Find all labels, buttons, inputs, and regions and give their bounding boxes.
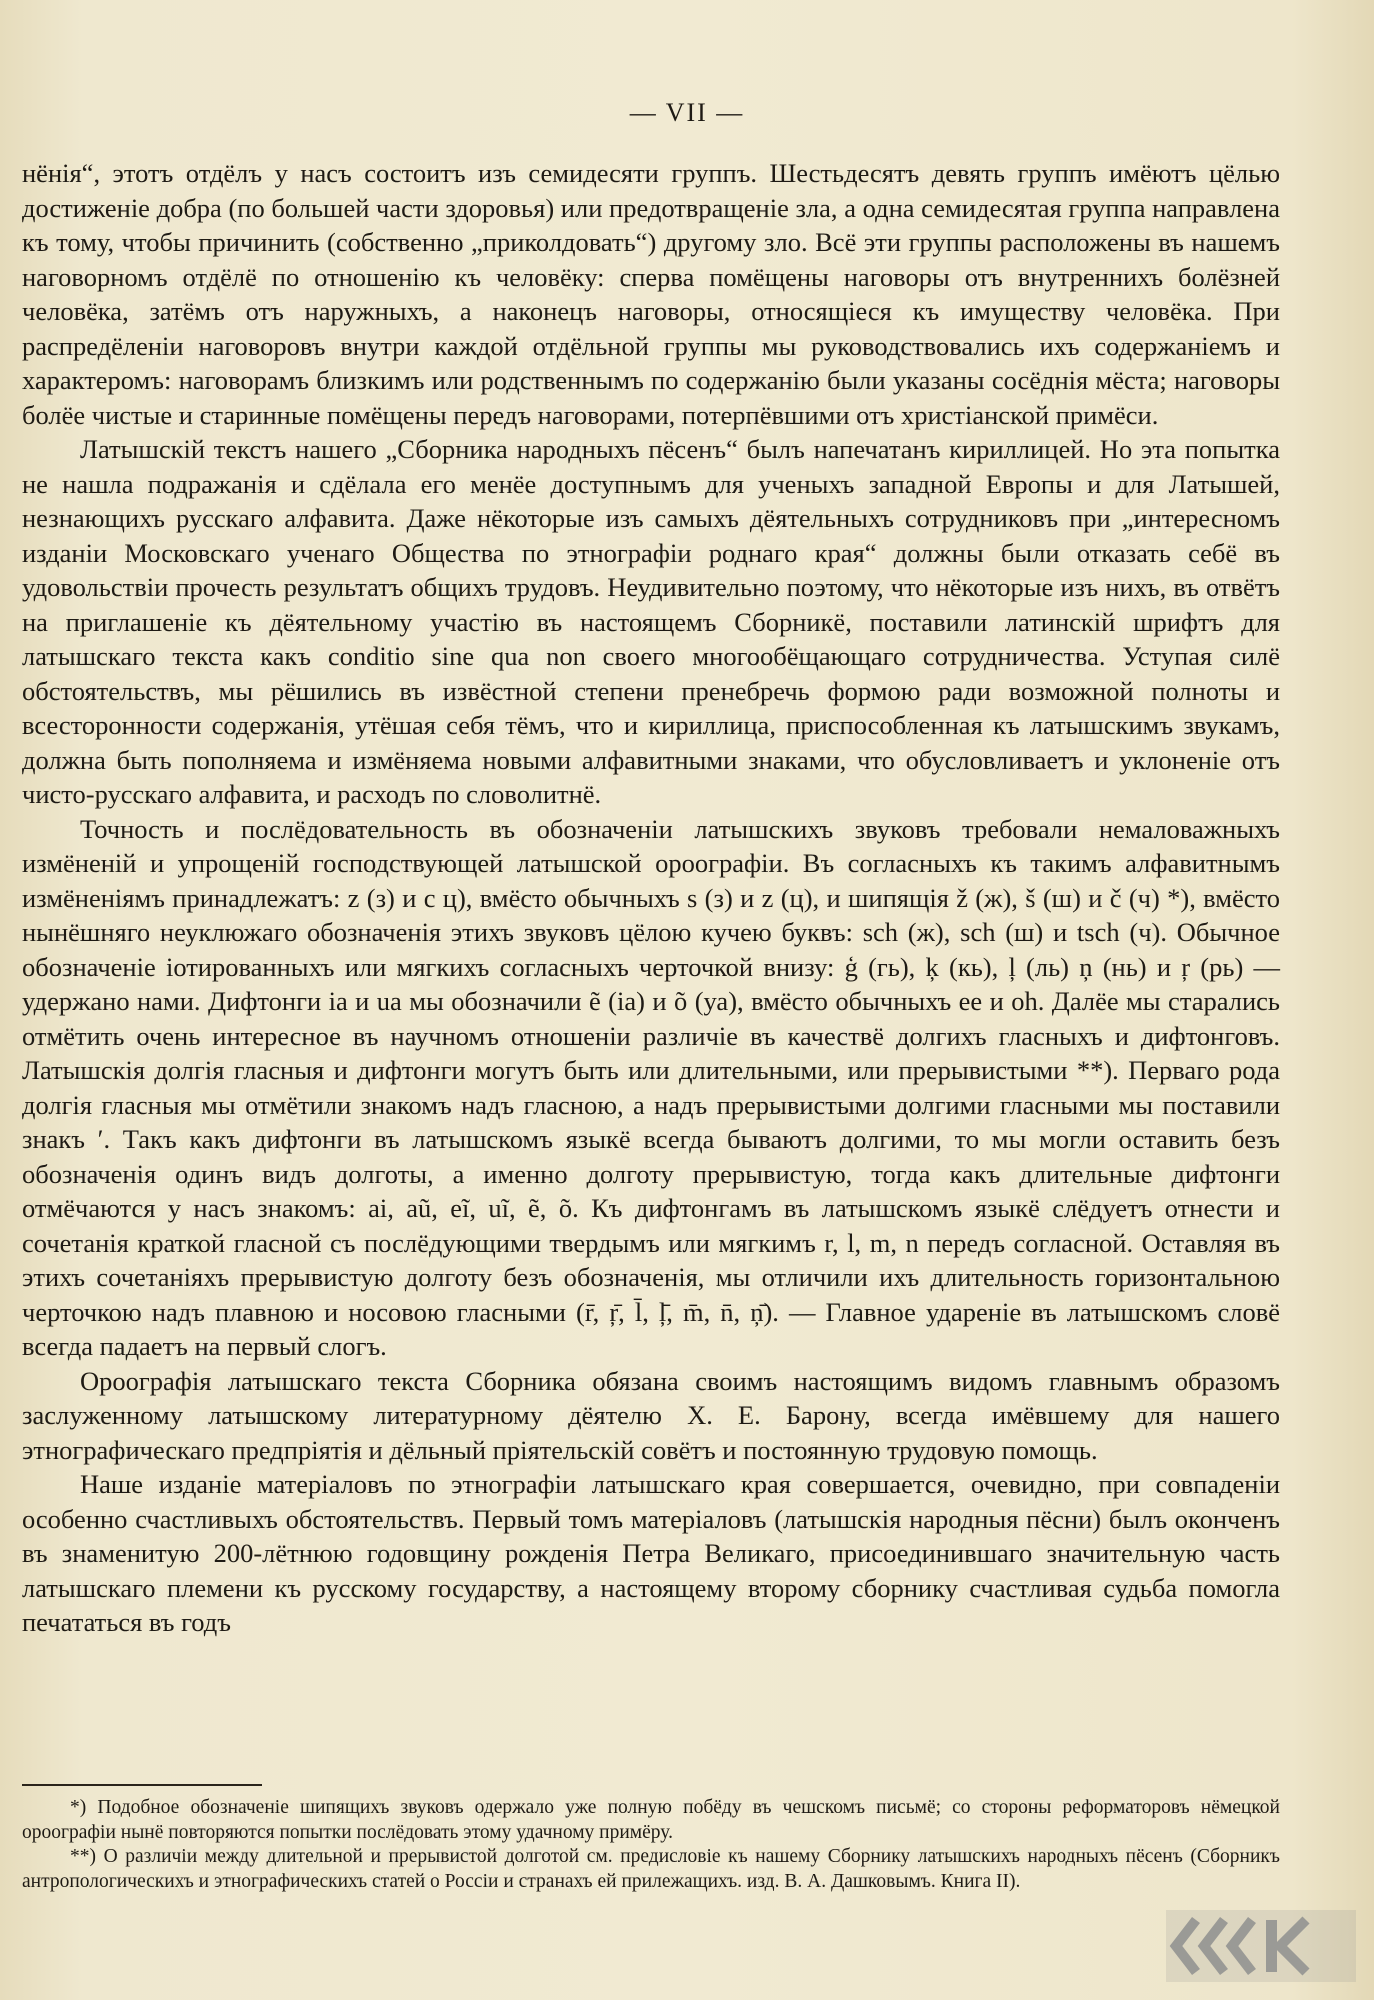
paragraph: Наше изданіе матеріаловъ по этнографіи латышскаго края совершается, очевидно, при совпаденіи особенно счастливыхъ обстоятельствъ. Первый томъ матеріаловъ (латышскія народныя пёсни) былъ оконченъ въ знаменитую 200-лётнюю годовщину рожденія Петра Великаго, присоединившаго значительную часть латышскаго племени къ русскому государству, а настоящему второму сборнику счастливая судьба помогла печататься въ годъ: [22, 1469, 1280, 1637]
watermark-graphic: [1166, 1910, 1356, 1982]
footnote: *) Подобное обозначеніе шипящихъ звуковъ одержало уже полную побёду въ чешскомъ письмё; со стороны реформаторовъ нёмецкой ороографіи нынё повторяются попытки послёдовать этому удачному примёру.: [22, 1797, 1280, 1843]
paragraph: Латышскій текстъ нашего „Сборника народныхъ пёсенъ“ былъ напечатанъ кириллицей. Но эта попытка не нашла подражанія и сдёлала его менёе доступнымъ для ученыхъ западной Европы и для Латышей, незнающихъ русскаго алфавита. Даже нёкоторые изъ самыхъ дёятельныхъ сотрудниковъ при „интересномъ изданіи Московскаго ученаго Общества по этнографіи роднаго края“ должны были отказать себё въ удовольствіи прочесть результатъ общихъ трудовъ. Неудивительно поэтому, что нёкоторые изъ нихъ, въ отвётъ на приглашеніе къ дёятельному участію въ настоящемъ Сборникё, поставили латинскій шрифтъ для латышскаго текста какъ conditio sine qua non своего многообёщающаго сотрудничества. Уступая силё обстоятельствъ, мы рёшились въ извёстной степени пренебречь формою ради возможной полноты и всесторонности содержанія, утёшая себя тёмъ, что и кириллица, приспособленная къ латышскимъ звукамъ, должна быть пополняема и измёняема новыми алфавитными знаками, что обусловливаетъ и уклоненіе отъ чисто-русскаго алфавита, и расходъ по словолитнё.: [22, 434, 1280, 809]
footnote: **) О различіи между длительной и прерывистой долготой см. предисловіе къ нашему Сборнику латышскихъ народныхъ пёсенъ (Сборникъ антропологическихъ и этнографическихъ статей о Россіи и странахъ ей прилежащихъ. изд. В. А. Дашковымъ. Книга II).: [22, 1846, 1280, 1892]
main-text: [22, 156, 1280, 1640]
paragraph: Точность и послёдовательность въ обозначеніи латышскихъ звуковъ требовали немаловажныхъ измёненій и упрощеній господствующей латышской ороографіи. Въ согласныхъ къ такимъ алфавитнымъ измёненіямъ принадлежатъ: z (з) и c ц), вмёсто обычныхъ s (з) и z (ц), и шипящія ž (ж), š (ш) и č (ч) *), вмёсто нынёшняго неуклюжаго обозначенія этихъ звуковъ цёлою кучею буквъ: sch (ж), sch (ш) и tsch (ч). Обычное обозначеніе іотированныхъ или мягкихъ согласныхъ черточкой внизу: ģ (гь), ķ (кь), ļ (ль) ņ (нь) и ŗ (рь) — удержано нами. Дифтонги ia и ua мы обозначили ẽ (іа) и õ (уа), вмёсто обычныхъ ee и oh. Далёе мы старались отмётить очень интересное въ научномъ отношеніи различіе въ качествё долгихъ гласныхъ и дифтонговъ. Латышскія долгія гласныя и дифтонги могутъ быть или длительными, или прерывистыми **). Перваго рода долгія гласныя мы отмётили знакомъ надъ гласною, а надъ прерывистыми долгими гласными мы поставили знакъ ′. Такъ какъ дифтонги въ латышскомъ языкё всегда бываютъ долгими, то мы могли оставить безъ обозначенія одинъ видъ долготы, а именно долготу прерывистую, тогда какъ длительные дифтонги отмёчаются у насъ знакомъ: ai, aũ, eĩ, uĩ, ẽ, õ. Къ дифтонгамъ въ латышскомъ языкё слёдуетъ отнести и сочетанія краткой гласной съ послёдующими твердымъ или мягкимъ r, l, m, n передъ согласной. Оставляя въ этихъ сочетаніяхъ прерывистую долготу безъ обозначенія, мы отличили ихъ длительность горизонтальною черточкою надъ плавною и носовою гласными (r̄, ŗ̄, l̄, ļ̄, m̄, n̄, ņ̄). — Главное удареніе въ латышскомъ словё всегда падаетъ на первый слогъ.: [22, 813, 1280, 1361]
footnotes: [22, 1796, 1280, 1894]
page-number: — VII —: [629, 98, 745, 127]
library-logo-watermark-icon: [1166, 1910, 1356, 1982]
paragraph: Ороографія латышскаго текста Сборника обязана своимъ настоящимъ видомъ главнымъ образомъ заслуженному латышскому литературному дёятелю Х. Е. Барону, всегда имёвшему для нашего этнографическаго предпріятія и дёльный пріятельскій совётъ и постоянную трудовую помощь.: [22, 1365, 1280, 1465]
footnote-divider: [22, 1784, 262, 1786]
paragraph: нёнія“, этотъ отдёлъ у насъ состоитъ изъ семидесяти группъ. Шестьдесятъ девять группъ имёютъ цёлью достиженіе добра (по большей части здоровья) или предотвращеніе зла, а одна семидесятая группа направлена къ тому, чтобы причинить (собственно „приколдовать“) другому зло. Всё эти группы расположены въ нашемъ наговорномъ отдёлё по отношенію къ человёку: сперва помёщены наговоры отъ внутреннихъ болёзней человёка, затёмъ отъ наружныхъ, а наконецъ наговоры, относящіеся къ имуществу человёка. При распредёленіи наговоровъ внутри каждой отдёльной группы мы руководствовались ихъ содержаніемъ и характеромъ: наговорамъ близкимъ или родственнымъ по содержанію были указаны сосёднія мёста; наговоры болёе чистые и старинные помёщены передъ наговорами, потерпёвшими отъ христіанской примёси.: [22, 158, 1280, 430]
